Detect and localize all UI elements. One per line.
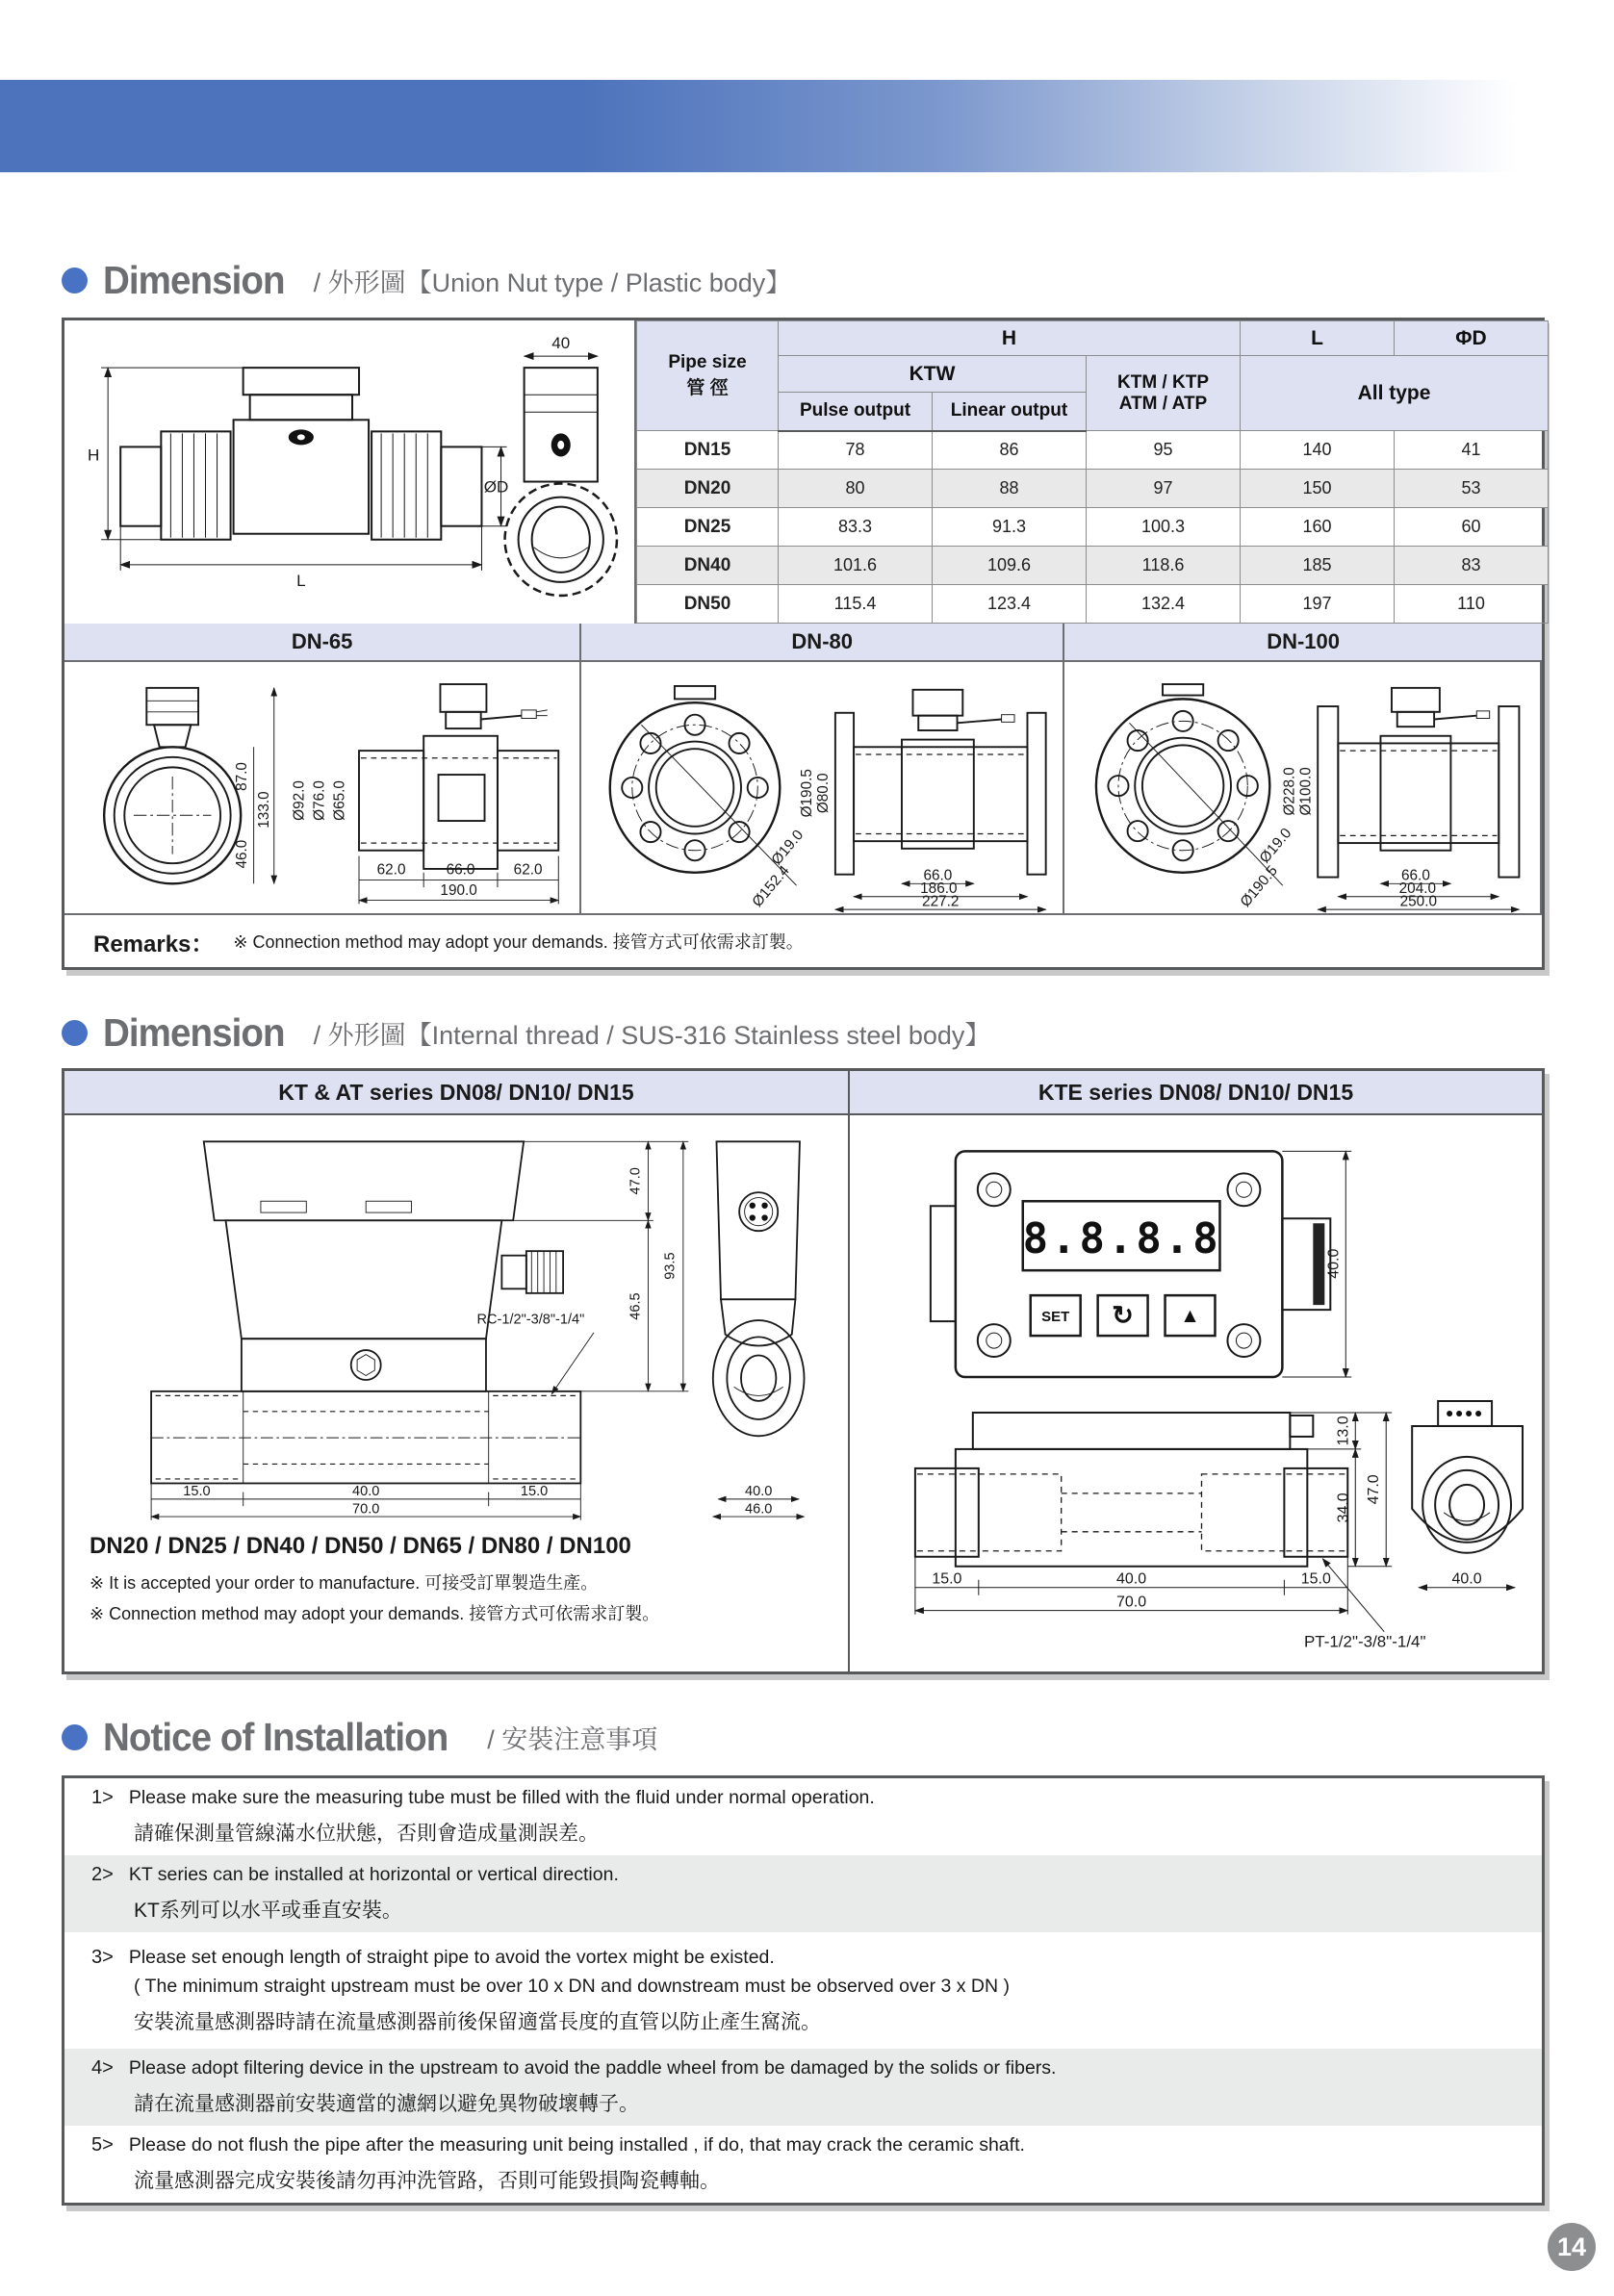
section1-title: Dimension bbox=[103, 258, 285, 302]
item-text-en: KT series can be installed at horizontal or vertical direction. bbox=[128, 1864, 619, 1886]
item-number: 3> bbox=[91, 1946, 114, 1968]
kte-drawing-cell bbox=[850, 1115, 1542, 1671]
notice-box bbox=[62, 1775, 1545, 2206]
note-connection: ※ Connection method may adopt your demands. 接管方式可依需求訂製。 bbox=[90, 1604, 660, 1623]
table-row: DN20 80 88 97 150 53 bbox=[637, 470, 1549, 508]
dim-70: 70.0 bbox=[1116, 1594, 1147, 1611]
table-row: DN50 115.4 123.4 132.4 197 110 bbox=[637, 585, 1549, 624]
dim-d92: Ø92.0 bbox=[291, 780, 308, 821]
notice-item-2 bbox=[64, 1855, 1542, 1932]
dim-190: 190.0 bbox=[440, 881, 477, 899]
col-alltype: All type bbox=[1241, 356, 1549, 431]
dim-d19: Ø19.0 bbox=[768, 827, 807, 869]
dim-62b: 62.0 bbox=[513, 861, 543, 879]
bullet-icon bbox=[62, 268, 88, 293]
item-text-zh: 流量感測器完成安裝後請勿再沖洗管路，否則可能毀損陶瓷轉軸。 bbox=[134, 2169, 720, 2192]
col-pulse: Pulse output bbox=[779, 393, 933, 431]
dim-47: 47.0 bbox=[628, 1167, 644, 1195]
set-button: SET bbox=[1041, 1309, 1070, 1326]
section2-subtitle: / 外形圖【Internal thread / SUS-316 Stainless steel body】 bbox=[313, 1021, 991, 1050]
item-text-zh: 請在流量感測器前安裝適當的濾網以避免異物破壞轉子。 bbox=[134, 2092, 639, 2115]
remarks-label: Remarks： bbox=[93, 931, 215, 957]
kte-technical-drawing bbox=[850, 1115, 1542, 1671]
table-row: DN25 83.3 91.3 100.3 160 60 bbox=[637, 508, 1549, 547]
union-nut-drawing-cell bbox=[64, 320, 636, 624]
dn65-drawing-cell bbox=[64, 662, 581, 913]
section3-heading bbox=[62, 1715, 657, 1760]
dim-d100: Ø100.0 bbox=[1297, 767, 1315, 816]
kt-notes-block bbox=[64, 1527, 848, 1631]
dn-size-header-row bbox=[64, 624, 1542, 662]
kt-technical-drawing bbox=[64, 1115, 848, 1527]
dn100-drawing-cell bbox=[1064, 662, 1542, 913]
dim-40: 40 bbox=[551, 334, 571, 353]
dim-186: 186.0 bbox=[920, 880, 958, 897]
col-pipe-size: Pipe size 管 徑 bbox=[637, 321, 779, 431]
dim-d152: Ø152.4 bbox=[749, 862, 794, 910]
dim-62a: 62.0 bbox=[376, 861, 406, 879]
item-text-zh: 請確保測量管線滿水位狀態，否則會造成量測誤差。 bbox=[134, 1823, 599, 1846]
thread-label-pt: PT-1/2"-3/8"-1/4" bbox=[1303, 1632, 1426, 1651]
dn80-drawing-cell bbox=[581, 662, 1064, 913]
thread-label-rc: RC-1/2"-3/8"-1/4" bbox=[476, 1312, 585, 1328]
bullet-icon bbox=[62, 1724, 88, 1750]
dn80-technical-drawing bbox=[581, 662, 1063, 913]
dim-93-5: 93.5 bbox=[662, 1252, 679, 1280]
notice-item-5 bbox=[64, 2126, 1542, 2203]
dimension-table-cell bbox=[636, 320, 1549, 624]
section2-title: Dimension bbox=[103, 1010, 285, 1055]
notice-item-3 bbox=[64, 1932, 1542, 2048]
dim-d19: Ø19.0 bbox=[1256, 825, 1295, 867]
col-ktw: KTW bbox=[779, 356, 1087, 393]
item-text-en2: ( The minimum straight upstream must be over 10 x DN and downstream must be observed over 3 x DN ) bbox=[134, 1975, 1010, 1997]
notice-item-1 bbox=[64, 1778, 1542, 1855]
section3-title: Notice of Installation bbox=[103, 1715, 448, 1759]
col-linear: Linear output bbox=[933, 393, 1087, 431]
dn65-technical-drawing bbox=[64, 662, 579, 913]
col-l: L bbox=[1241, 321, 1395, 356]
dim-d65: Ø65.0 bbox=[331, 780, 348, 821]
dim-87: 87.0 bbox=[233, 762, 250, 791]
stainless-dimension-box bbox=[62, 1068, 1545, 1674]
dim-15b: 15.0 bbox=[520, 1484, 549, 1500]
seven-segment-display: 8.8.8.8 bbox=[1022, 1214, 1221, 1264]
col-ktm: KTM / KTP ATM / ATP bbox=[1087, 356, 1241, 431]
dim-40: 40.0 bbox=[1116, 1570, 1147, 1588]
dn65-header: DN-65 bbox=[64, 624, 581, 660]
dim-227: 227.2 bbox=[922, 893, 960, 910]
table-row: DN40 101.6 109.6 118.6 185 83 bbox=[637, 547, 1549, 585]
item-number: 2> bbox=[91, 1864, 114, 1886]
col-phid: ΦD bbox=[1395, 321, 1549, 356]
dim-13: 13.0 bbox=[1335, 1416, 1352, 1446]
dim-40e: 40.0 bbox=[744, 1484, 773, 1500]
item-number: 1> bbox=[91, 1787, 114, 1809]
union-nut-dimension-box bbox=[62, 318, 1545, 970]
dim-133: 133.0 bbox=[255, 791, 272, 829]
dim-h: H bbox=[87, 446, 100, 465]
bullet-icon bbox=[62, 1020, 88, 1046]
dim-34: 34.0 bbox=[1335, 1492, 1352, 1523]
dimension-table bbox=[636, 320, 1549, 624]
dim-46-5: 46.5 bbox=[628, 1292, 644, 1320]
dim-40-top: 40.0 bbox=[1325, 1248, 1343, 1279]
item-number: 4> bbox=[91, 2056, 114, 2079]
dim-15a: 15.0 bbox=[932, 1570, 962, 1588]
dim-40e: 40.0 bbox=[1451, 1570, 1482, 1588]
dim-d80: Ø80.0 bbox=[815, 773, 833, 814]
dim-66: 66.0 bbox=[446, 861, 475, 879]
item-text-en: Please set enough length of straight pipe to avoid the vortex might be existed. bbox=[128, 1946, 775, 1968]
dim-od: ØD bbox=[483, 477, 509, 497]
dim-15b: 15.0 bbox=[1300, 1570, 1331, 1588]
dim-d228: Ø228.0 bbox=[1281, 767, 1298, 816]
dim-d190: Ø190.5 bbox=[799, 769, 816, 818]
dn-size-list: DN20 / DN25 / DN40 / DN50 / DN65 / DN80 / DN100 bbox=[90, 1533, 631, 1559]
dim-d76: Ø76.0 bbox=[311, 780, 328, 821]
dim-70: 70.0 bbox=[352, 1501, 380, 1518]
table-row: DN15 78 86 95 140 41 bbox=[637, 431, 1549, 470]
item-number: 5> bbox=[91, 2133, 114, 2156]
page-number-badge: 14 bbox=[1548, 2223, 1596, 2271]
union-nut-technical-drawing bbox=[64, 320, 634, 624]
dim-40: 40.0 bbox=[352, 1484, 380, 1500]
section3-subtitle: / 安裝注意事項 bbox=[487, 1725, 658, 1754]
eject-button-icon: ▲ bbox=[1180, 1305, 1200, 1328]
dim-204: 204.0 bbox=[1398, 880, 1437, 897]
dim-l: L bbox=[296, 571, 306, 590]
remarks-text: ※ Connection method may adopt your demands. 接管方式可依需求訂製。 bbox=[233, 932, 804, 952]
item-text-zh: 安裝流量感測器時請在流量感測器前後保留適當長度的直管以防止產生窩流。 bbox=[134, 2010, 821, 2033]
dn80-header: DN-80 bbox=[581, 624, 1064, 660]
dn100-technical-drawing bbox=[1064, 662, 1540, 913]
item-text-en: Please adopt filtering device in the upstream to avoid the paddle wheel from be damaged by the solids or fibers. bbox=[128, 2056, 1057, 2079]
dim-47: 47.0 bbox=[1366, 1474, 1383, 1505]
item-text-en: Please do not flush the pipe after the measuring unit being installed , if do, that may crack the ceramic shaft. bbox=[128, 2133, 1025, 2156]
section1-heading bbox=[62, 258, 791, 303]
note-manufacture: ※ It is accepted your order to manufacture. 可接受訂單製造生產。 bbox=[90, 1573, 599, 1593]
item-text-en: Please make sure the measuring tube must be filled with the fluid under normal operation. bbox=[128, 1787, 875, 1809]
dim-d190: Ø190.5 bbox=[1237, 862, 1282, 910]
loop-button-icon: ↻ bbox=[1112, 1301, 1134, 1331]
section2-heading bbox=[62, 1010, 990, 1056]
section1-subtitle: / 外形圖【Union Nut type / Plastic body】 bbox=[313, 268, 792, 297]
dim-15a: 15.0 bbox=[183, 1484, 211, 1500]
dn100-header: DN-100 bbox=[1064, 624, 1542, 660]
kt-drawing-cell bbox=[64, 1115, 850, 1671]
dim-46e: 46.0 bbox=[744, 1501, 773, 1518]
col-h: H bbox=[779, 321, 1241, 356]
dim-46: 46.0 bbox=[233, 839, 250, 869]
kt-series-header: KT & AT series DN08/ DN10/ DN15 bbox=[64, 1071, 850, 1113]
dim-66: 66.0 bbox=[1401, 867, 1431, 884]
notice-item-4 bbox=[64, 2049, 1542, 2126]
dim-250: 250.0 bbox=[1399, 893, 1438, 910]
kte-series-header: KTE series DN08/ DN10/ DN15 bbox=[850, 1071, 1542, 1113]
remarks-row bbox=[64, 913, 1542, 967]
header-gradient-bar bbox=[0, 80, 1614, 172]
dim-66: 66.0 bbox=[923, 867, 953, 884]
item-text-zh: KT系列可以水平或垂直安裝。 bbox=[134, 1900, 402, 1923]
